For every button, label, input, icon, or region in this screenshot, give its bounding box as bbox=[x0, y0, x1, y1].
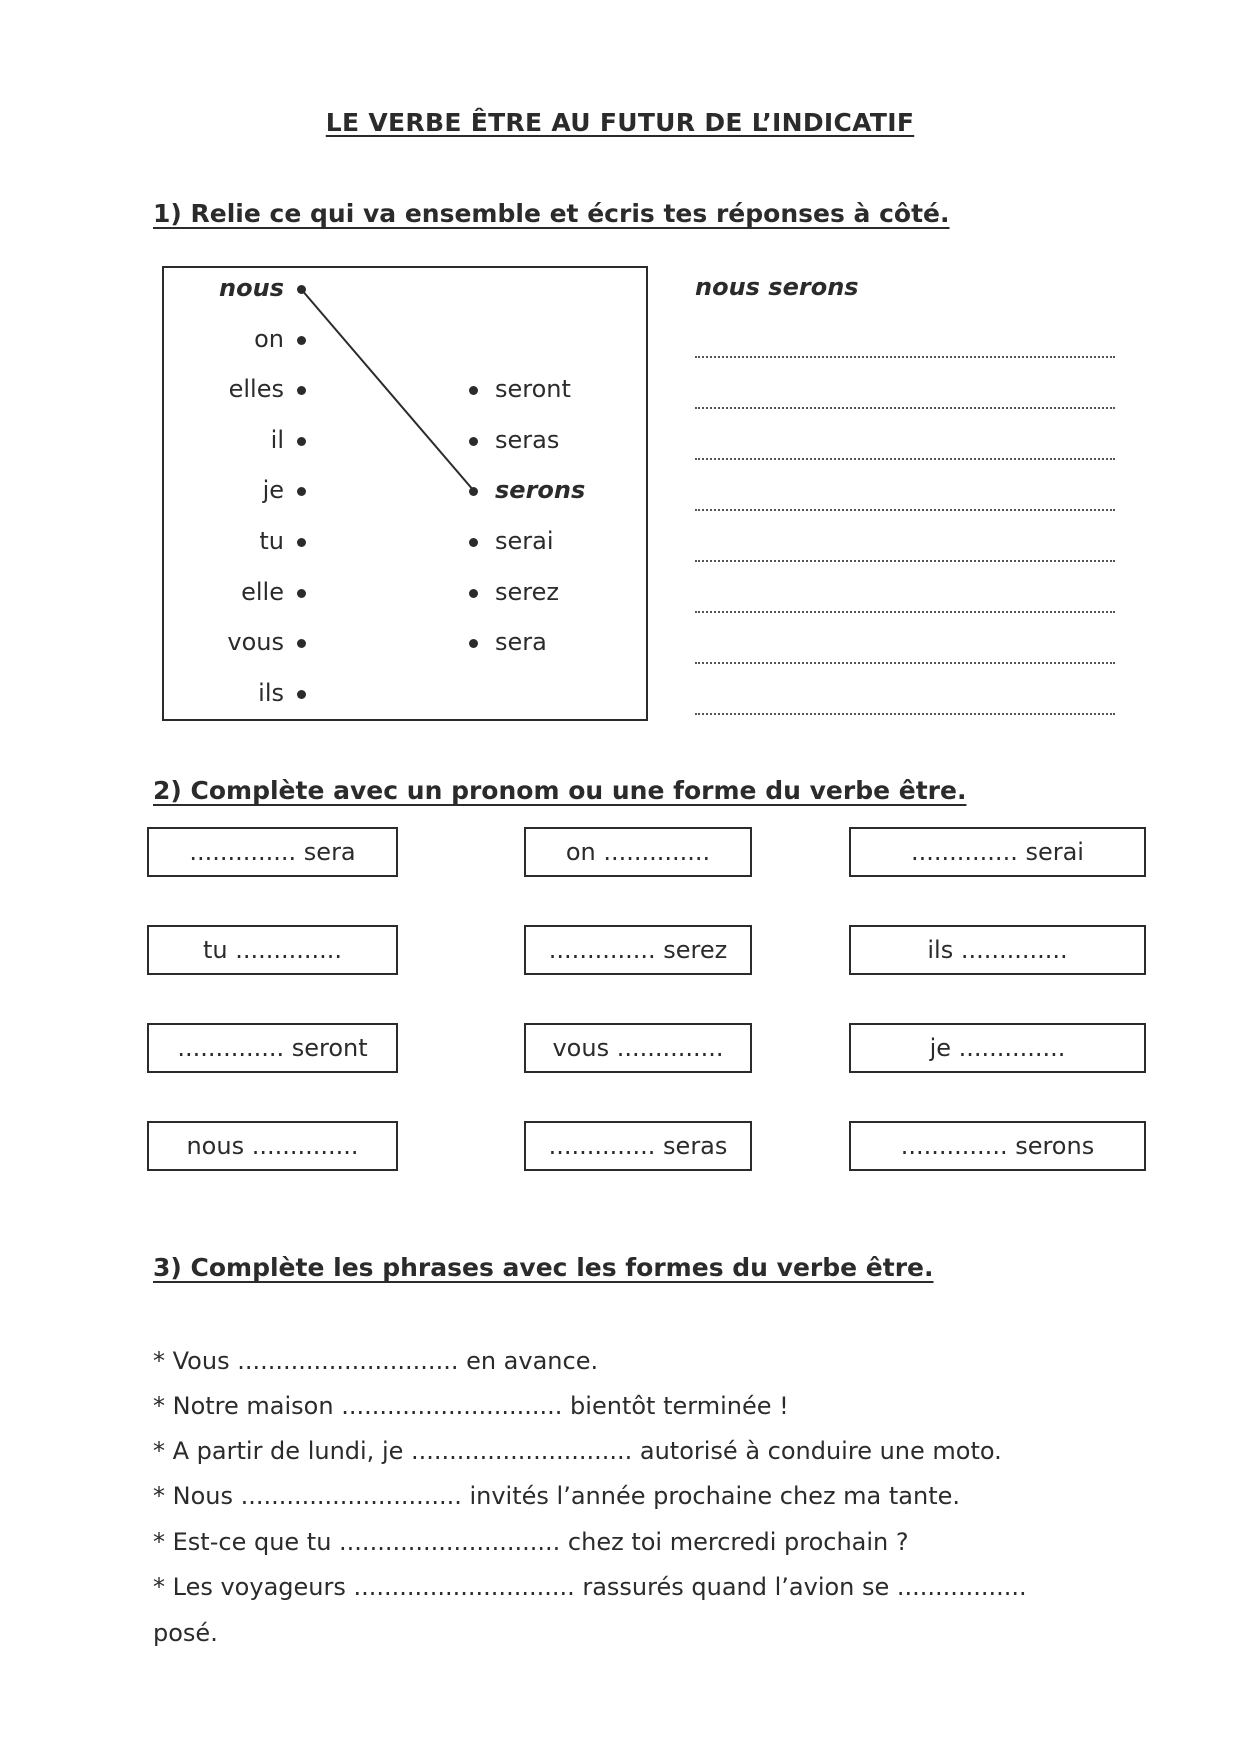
exercise-2-heading: 2) Complète avec un pronom ou une forme du verbe être. bbox=[153, 776, 967, 805]
verb-sera: sera bbox=[495, 628, 547, 656]
verb-serons: serons bbox=[495, 476, 586, 504]
pronoun-tu: tu bbox=[259, 527, 284, 555]
pronoun-il: il bbox=[270, 426, 284, 454]
sentence[interactable]: * Vous ............................. en avance. bbox=[153, 1347, 599, 1375]
fill-box[interactable]: ils .............. bbox=[849, 925, 1146, 975]
answer-line[interactable] bbox=[695, 560, 1115, 562]
pronoun-elle: elle bbox=[241, 578, 284, 606]
answer-line[interactable] bbox=[695, 713, 1115, 715]
sentence[interactable]: * Notre maison ............................. bientôt terminée ! bbox=[153, 1392, 789, 1420]
sentence[interactable]: * Est-ce que tu ............................. chez toi mercredi prochain ? bbox=[153, 1528, 909, 1556]
verb-serez: serez bbox=[495, 578, 559, 606]
sentence[interactable]: * Nous ............................. invités l’année prochaine chez ma tante. bbox=[153, 1482, 961, 1510]
fill-box[interactable]: nous .............. bbox=[147, 1121, 398, 1171]
sentence-continuation: posé. bbox=[153, 1619, 218, 1647]
answer-line[interactable] bbox=[695, 407, 1115, 409]
fill-box[interactable]: .............. sera bbox=[147, 827, 398, 877]
fill-box[interactable]: .............. seront bbox=[147, 1023, 398, 1073]
fill-box[interactable]: .............. seras bbox=[524, 1121, 752, 1171]
answer-line[interactable] bbox=[695, 356, 1115, 358]
answer-line[interactable] bbox=[695, 509, 1115, 511]
sentence[interactable]: * Les voyageurs ............................. rassurés quand l’avion se ................. bbox=[153, 1573, 1027, 1601]
pronoun-nous: nous bbox=[219, 274, 284, 302]
pronoun-ils: ils bbox=[258, 679, 284, 707]
exercise-3-heading: 3) Complète les phrases avec les formes du verbe être. bbox=[153, 1253, 934, 1282]
sentence[interactable]: * A partir de lundi, je ............................. autorisé à conduire une moto. bbox=[153, 1437, 1002, 1465]
fill-box[interactable]: .............. serai bbox=[849, 827, 1146, 877]
pronoun-je: je bbox=[262, 476, 284, 504]
answer-line[interactable] bbox=[695, 662, 1115, 664]
fill-box[interactable]: vous .............. bbox=[524, 1023, 752, 1073]
fill-box[interactable]: tu .............. bbox=[147, 925, 398, 975]
verb-serai: serai bbox=[495, 527, 554, 555]
verb-seront: seront bbox=[495, 375, 571, 403]
verb-seras: seras bbox=[495, 426, 560, 454]
answer-line[interactable] bbox=[695, 611, 1115, 613]
answer-line[interactable] bbox=[695, 458, 1115, 460]
pronoun-on: on bbox=[254, 325, 284, 353]
fill-box[interactable]: .............. serez bbox=[524, 925, 752, 975]
exercise-1-heading: 1) Relie ce qui va ensemble et écris tes réponses à côté. bbox=[153, 199, 950, 228]
fill-box[interactable]: je .............. bbox=[849, 1023, 1146, 1073]
example-answer: nous serons bbox=[695, 273, 859, 301]
page-title: LE VERBE ÊTRE AU FUTUR DE L’INDICATIF bbox=[325, 108, 915, 137]
pronoun-vous: vous bbox=[227, 628, 284, 656]
fill-box[interactable]: .............. serons bbox=[849, 1121, 1146, 1171]
fill-box[interactable]: on .............. bbox=[524, 827, 752, 877]
pronoun-elles: elles bbox=[228, 375, 284, 403]
